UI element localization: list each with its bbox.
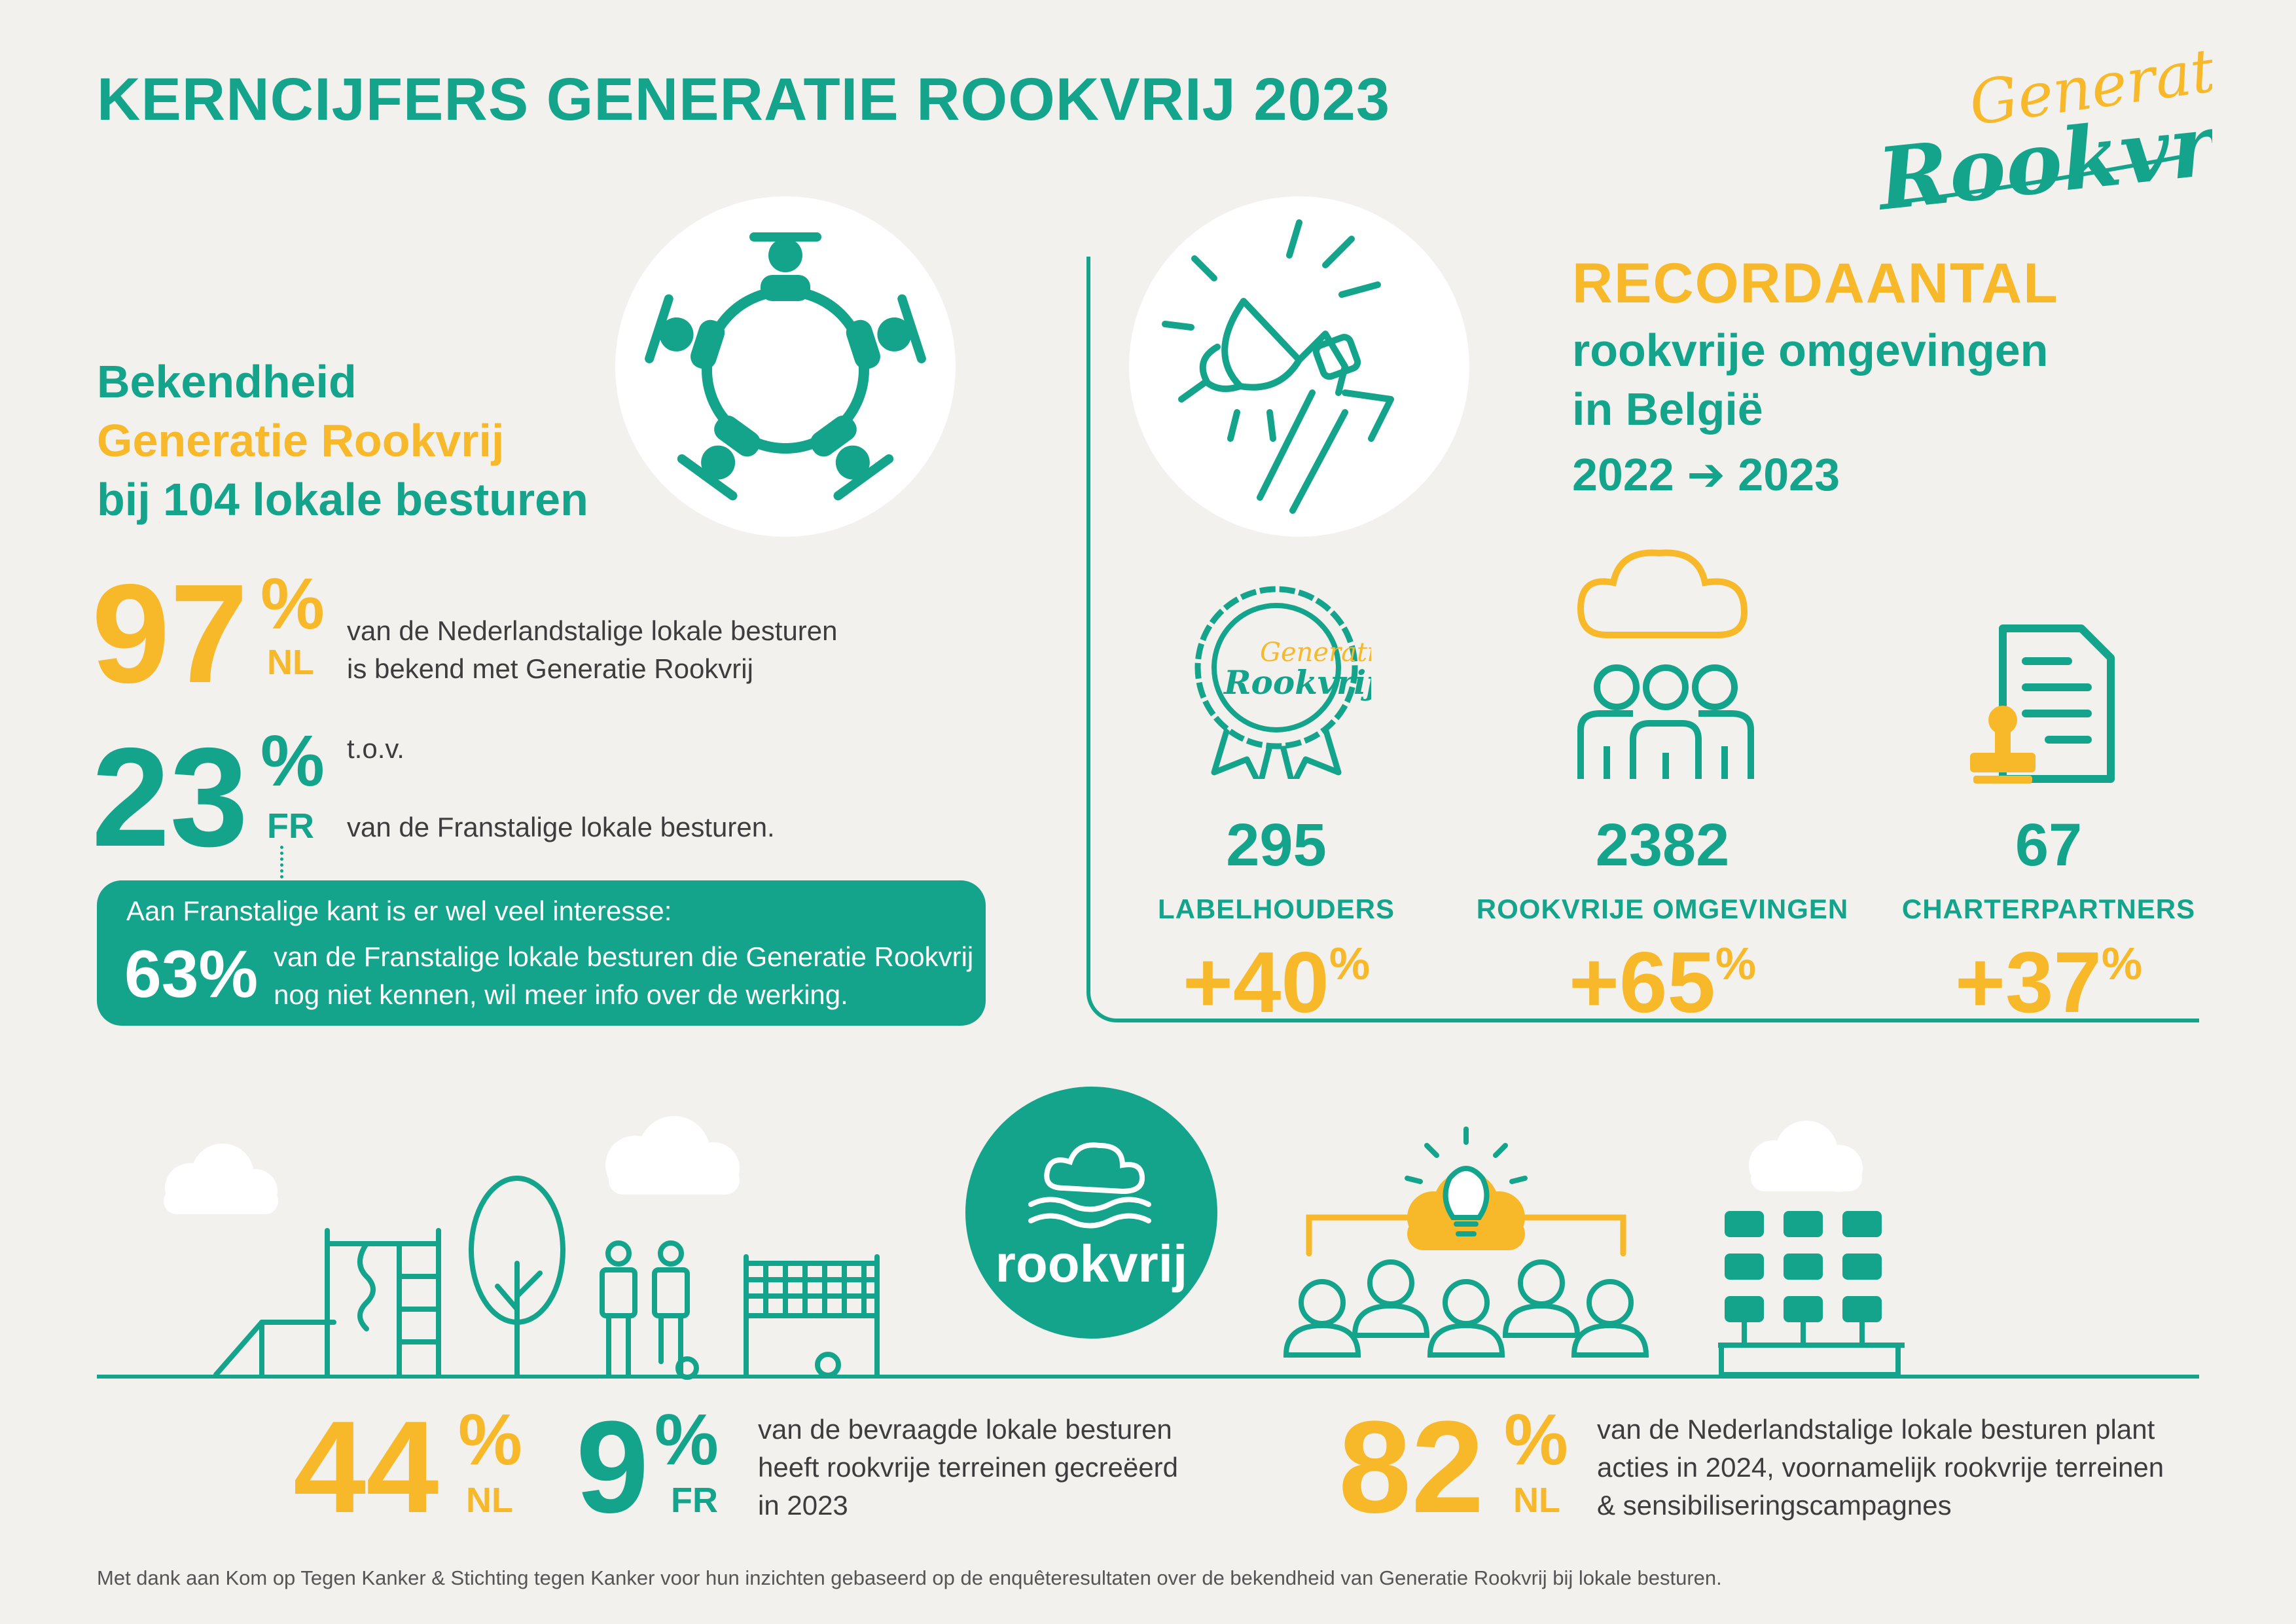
stat-labelhouders <box>1080 812 1473 1030</box>
page-title: KERNCIJFERS GENERATIE ROOKVRIJ 2023 <box>97 66 1390 133</box>
terrains-nl-language-tag: NL <box>466 1481 513 1520</box>
plans-text1: van de Nederlandstalige lokale besturen plant <box>1597 1414 2155 1445</box>
interest-value: 63% <box>124 937 259 1011</box>
plans-text2: acties in 2024, voornamelijk rookvrije terreinen <box>1597 1452 2164 1483</box>
meeting-circle-badge <box>615 196 956 537</box>
rookvrij-badge-label: rookvrij <box>995 1235 1188 1293</box>
ground-line <box>97 1375 2199 1379</box>
rookvrij-badge <box>965 1087 1217 1339</box>
fr-awareness-text1: t.o.v. <box>347 733 404 764</box>
arrow-right-icon: ➔ <box>1687 449 1725 500</box>
badge-line1: Generat <box>1260 638 1368 668</box>
smokefree-people-icon <box>1568 537 1764 792</box>
awareness-heading-line1: Bekendheid <box>97 356 357 407</box>
idea-meeting-illustration <box>1283 1113 1649 1375</box>
record-heading-line2: rookvrije omgevingen <box>1572 325 2049 376</box>
year-to: 2023 <box>1738 449 1840 500</box>
playground-illustration <box>151 1113 890 1381</box>
record-heading-line3: in België <box>1572 384 1763 435</box>
interest-box <box>97 880 986 1026</box>
terrains-nl-value: 44 <box>293 1394 439 1540</box>
plans-text3: & sensibiliseringscampagnes <box>1597 1490 1952 1521</box>
nl-awareness-percent: % <box>260 564 325 644</box>
trophy-circle-badge <box>1129 196 1469 537</box>
stat-number: 67 <box>2015 812 2083 878</box>
terrains-text2: heeft rookvrije terreinen gecreëerd <box>758 1452 1179 1483</box>
generatie-rookvrij-logo <box>1872 39 2212 229</box>
nl-language-tag: NL <box>267 643 314 682</box>
logo-line1: Generatie <box>1965 39 2212 139</box>
record-years <box>1572 449 1840 500</box>
stat-charterpartners <box>1852 812 2245 1030</box>
stat-label: CHARTERPARTNERS <box>1901 893 2196 924</box>
fr-awareness-value: 23 <box>92 718 249 876</box>
plans-language-tag: NL <box>1513 1481 1560 1520</box>
terrains-fr-language-tag: FR <box>671 1481 718 1520</box>
interest-text1: van de Franstalige lokale besturen die Generatie Rookvrij <box>274 941 974 972</box>
charter-document-icon <box>1964 622 2121 792</box>
stat-growth: +37% <box>1954 934 2143 1030</box>
interest-intro: Aan Franstalige kant is er wel veel interesse: <box>126 895 672 926</box>
stadium-seats-illustration <box>1715 1113 1911 1375</box>
dotted-connector <box>280 846 283 878</box>
footer-note: Met dank aan Kom op Tegen Kanker & Stichting tegen Kanker voor hun inzichten gebaseerd op de enquêteresultaten over de bekendheid van Generatie Rookvrij bij lokale besturen. <box>97 1566 1722 1589</box>
label-rosette-icon <box>1181 576 1371 779</box>
year-from: 2022 <box>1572 449 1674 500</box>
awareness-heading-line3: bij 104 lokale besturen <box>97 474 588 525</box>
terrains-text3: in 2023 <box>758 1490 848 1521</box>
smoke-cloud-icon <box>1018 1126 1168 1231</box>
terrains-nl-percent: % <box>458 1399 522 1480</box>
trophy-icon <box>1129 196 1469 537</box>
nl-awareness-text2: is bekend met Generatie Rookvrij <box>347 653 753 684</box>
badge-line2: Rookvrij <box>1224 663 1371 702</box>
stat-number: 295 <box>1226 812 1327 878</box>
nl-awareness-text1: van de Nederlandstalige lokale besturen <box>347 615 838 646</box>
record-heading-line1: RECORDAANTAL <box>1572 252 2059 315</box>
awareness-heading-line2: Generatie Rookvrij <box>97 415 505 466</box>
plans-value: 82 <box>1338 1394 1484 1540</box>
stat-growth: +40% <box>1182 934 1371 1030</box>
fr-awareness-percent: % <box>260 721 325 801</box>
terrains-fr-value: 9 <box>576 1394 649 1540</box>
meeting-people-icon <box>615 196 956 537</box>
stat-growth: +65% <box>1568 934 1757 1030</box>
fr-language-tag: FR <box>267 806 314 846</box>
stat-rookvrije-omgevingen <box>1466 812 1859 1030</box>
logo-line2: Rookvrij <box>1873 88 2212 229</box>
stat-label: LABELHOUDERS <box>1157 893 1395 924</box>
interest-text2: nog niet kennen, wil meer info over de werking. <box>274 979 848 1010</box>
nl-awareness-value: 97 <box>92 554 249 712</box>
plans-percent: % <box>1504 1399 1568 1480</box>
fr-awareness-text2: van de Franstalige lokale besturen. <box>347 812 775 842</box>
stat-number: 2382 <box>1595 812 1730 878</box>
terrains-fr-percent: % <box>655 1399 719 1480</box>
stat-label: ROOKVRIJE OMGEVINGEN <box>1476 893 1849 924</box>
terrains-text1: van de bevraagde lokale besturen <box>758 1414 1172 1445</box>
